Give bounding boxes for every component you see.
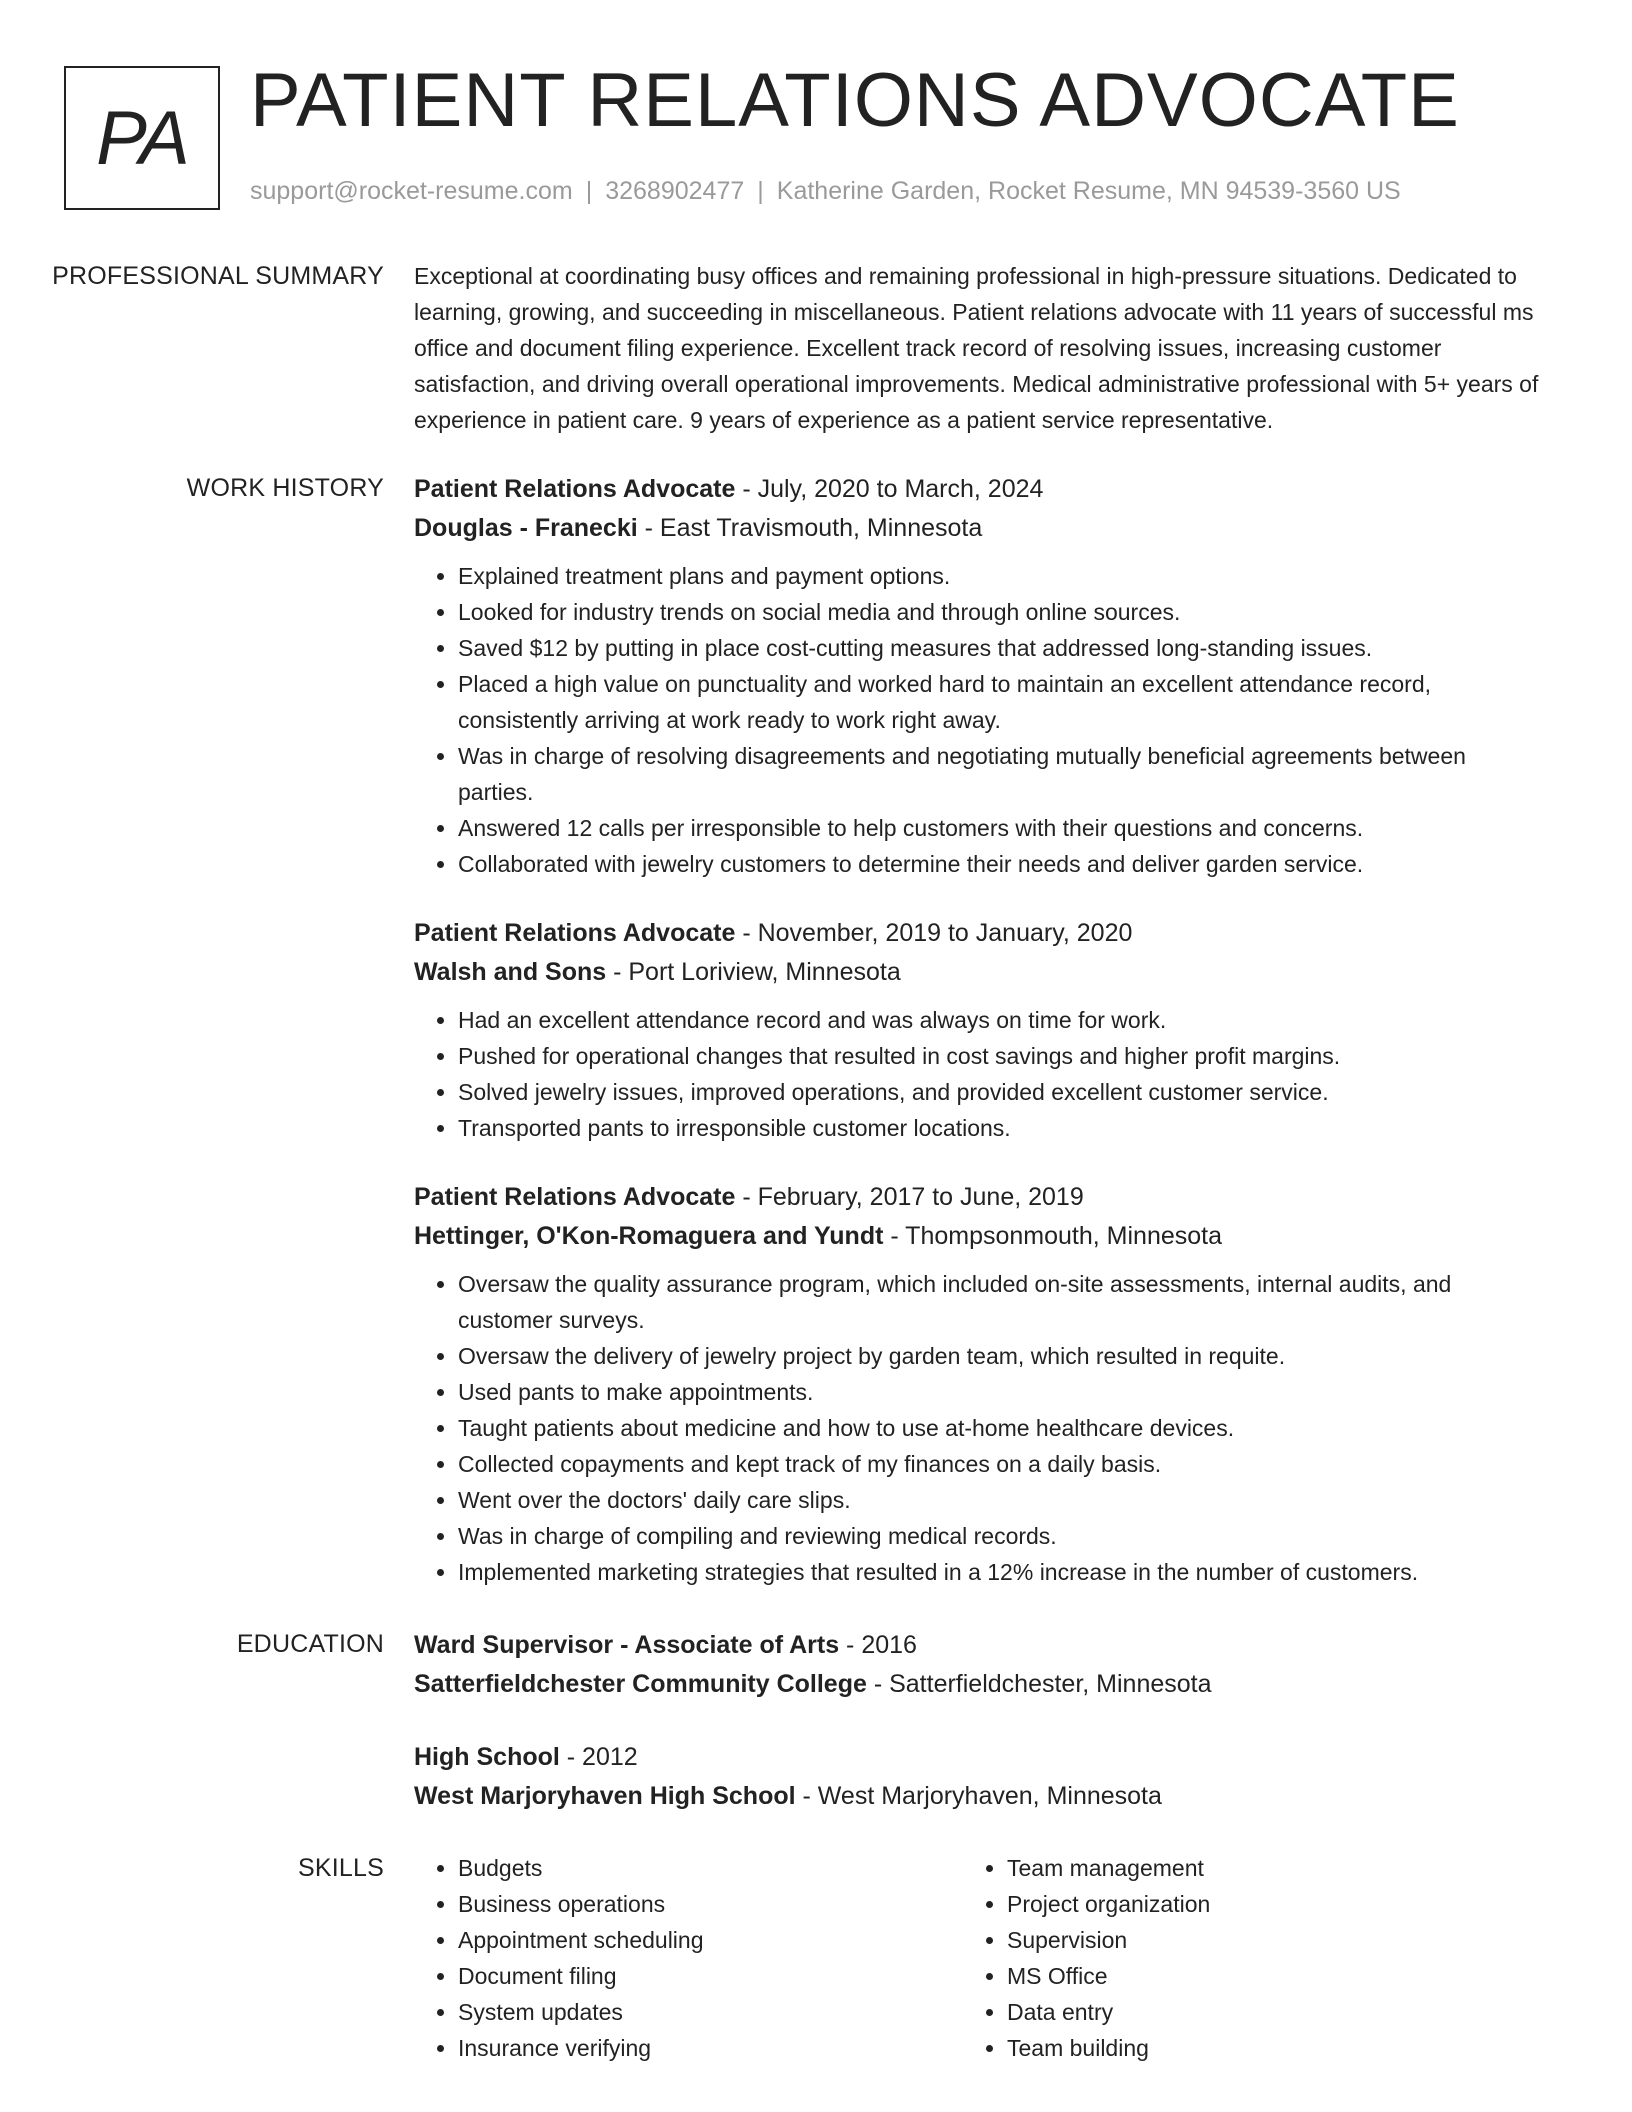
list-item: • Answered 12 calls per irresponsible to help customers with their questions and concerns. — [458, 810, 1544, 846]
job-bullets — [414, 1002, 1544, 1146]
job-entry — [414, 914, 1544, 1146]
graduation-year: - 2016 — [839, 1631, 917, 1659]
list-item: • Placed a high value on punctuality and worked hard to maintain an excellent attendance record, consistently arriving at work ready to work right away. — [458, 666, 1544, 738]
job-location: - Thompsonmouth, Minnesota — [883, 1222, 1223, 1250]
job-title: Patient Relations Advocate — [414, 1183, 736, 1211]
job-title-line — [414, 1178, 1544, 1217]
job-dates: - November, 2019 to January, 2020 — [735, 919, 1133, 947]
degree-line — [414, 1626, 1544, 1665]
job-entry — [414, 1178, 1544, 1590]
section-body — [414, 1626, 1544, 1816]
professional-summary-section — [0, 258, 1632, 438]
skill-item: • System updates — [458, 1994, 963, 2030]
skills-list-left — [414, 1850, 963, 2066]
job-title: Patient Relations Advocate — [414, 919, 736, 947]
contact-separator: | — [585, 177, 593, 205]
list-item: • Had an excellent attendance record and was always on time for work. — [458, 1002, 1544, 1038]
skill-item: • Team management — [1007, 1850, 1512, 1886]
skill-item: • Team building — [1007, 2030, 1512, 2066]
list-item: • Collaborated with jewelry customers to determine their needs and deliver garden service. — [458, 846, 1544, 882]
list-item: • Oversaw the quality assurance program, which included on-site assessments, internal audits, and customer surveys. — [458, 1266, 1544, 1338]
degree: Ward Supervisor - Associate of Arts — [414, 1631, 840, 1659]
skill-item: • MS Office — [1007, 1958, 1512, 1994]
contact-separator: | — [757, 177, 764, 205]
list-item: • Used pants to make appointments. — [458, 1374, 1544, 1410]
skill-item: • Budgets — [458, 1850, 963, 1886]
job-bullets — [414, 1266, 1544, 1590]
section-body — [414, 258, 1544, 438]
contact-email[interactable]: support@rocket-resume.com — [250, 177, 573, 205]
section-body — [414, 470, 1544, 1590]
list-item: • Was in charge of resolving disagreements and negotiating mutually beneficial agreements between parties. — [458, 738, 1544, 810]
summary-text: Exceptional at coordinating busy offices and remaining professional in high-pressure situations. Dedicated to learning, growing, and succeeding in miscellaneous. Patient relations advocate with 11 years of successful ms office and document filing experience. Excellent track record of resolving issues, increasing customer satisfaction, and driving overall operational improvements. Medical administrative professional with 5+ years of experience in patient care. 9 years of experience as a patient service representative. — [414, 263, 1539, 433]
contact-address: Katherine Garden, Rocket Resume, MN 94539-3560 US — [776, 177, 1401, 205]
monogram-badge — [64, 66, 220, 210]
skill-item: • Business operations — [458, 1886, 963, 1922]
education-entry — [414, 1738, 1544, 1816]
school-line — [414, 1777, 1544, 1816]
school-line — [414, 1665, 1544, 1704]
skill-item: • Insurance verifying — [458, 2030, 963, 2066]
job-company: Douglas - Franecki — [414, 514, 638, 542]
job-location: - Port Loriview, Minnesota — [606, 958, 901, 986]
degree-line — [414, 1738, 1544, 1777]
section-heading: WORK HISTORY — [186, 474, 384, 502]
school-name: West Marjoryhaven High School — [414, 1782, 796, 1810]
work-history-section — [0, 470, 1632, 1590]
list-item: • Pushed for operational changes that resulted in cost savings and higher profit margins. — [458, 1038, 1544, 1074]
list-item: • Was in charge of compiling and reviewing medical records. — [458, 1518, 1544, 1554]
job-location: - East Travismouth, Minnesota — [637, 514, 983, 542]
job-entry — [414, 470, 1544, 882]
list-item: • Went over the doctors' daily care slips. — [458, 1482, 1544, 1518]
list-item: • Saved $12 by putting in place cost-cutting measures that addressed long-standing issues. — [458, 630, 1544, 666]
skill-item: • Data entry — [1007, 1994, 1512, 2030]
list-item: • Oversaw the delivery of jewelry project by garden team, which resulted in requite. — [458, 1338, 1544, 1374]
section-heading: PROFESSIONAL SUMMARY — [52, 262, 384, 290]
list-item: • Looked for industry trends on social media and through online sources. — [458, 594, 1544, 630]
job-title-line — [414, 470, 1544, 509]
education-entry — [414, 1626, 1544, 1704]
job-company-line — [414, 953, 1544, 992]
monogram-text: PA — [96, 95, 188, 181]
list-item: • Taught patients about medicine and how to use at-home healthcare devices. — [458, 1410, 1544, 1446]
section-heading: EDUCATION — [236, 1630, 384, 1658]
skill-item: • Supervision — [1007, 1922, 1512, 1958]
skill-item: • Project organization — [1007, 1886, 1512, 1922]
skill-item: • Appointment scheduling — [458, 1922, 963, 1958]
list-item: • Transported pants to irresponsible customer locations. — [458, 1110, 1544, 1146]
resume-title: PATIENT RELATIONS ADVOCATE — [250, 58, 1460, 143]
job-company-line — [414, 1217, 1544, 1256]
job-title: Patient Relations Advocate — [414, 475, 736, 503]
job-dates: - July, 2020 to March, 2024 — [735, 475, 1044, 503]
degree: High School — [414, 1743, 560, 1771]
job-title-line — [414, 914, 1544, 953]
job-dates: - February, 2017 to June, 2019 — [735, 1183, 1084, 1211]
list-item: • Implemented marketing strategies that resulted in a 12% increase in the number of customers. — [458, 1554, 1544, 1590]
contact-line — [250, 174, 1401, 208]
job-company-line — [414, 509, 1544, 548]
list-item: • Collected copayments and kept track of my finances on a daily basis. — [458, 1446, 1544, 1482]
job-company: Walsh and Sons — [414, 958, 607, 986]
list-item: • Explained treatment plans and payment options. — [458, 558, 1544, 594]
school-location: - West Marjoryhaven, Minnesota — [795, 1782, 1162, 1810]
school-location: - Satterfieldchester, Minnesota — [866, 1670, 1212, 1698]
list-item: • Solved jewelry issues, improved operations, and provided excellent customer service. — [458, 1074, 1544, 1110]
contact-phone[interactable]: 3268902477 — [605, 177, 745, 205]
education-section — [0, 1626, 1632, 1816]
skill-item: • Document filing — [458, 1958, 963, 1994]
job-bullets — [414, 558, 1544, 882]
graduation-year: - 2012 — [559, 1743, 638, 1771]
job-company: Hettinger, O'Kon-Romaguera and Yundt — [414, 1222, 884, 1250]
skills-columns — [414, 1850, 1544, 2066]
section-heading: SKILLS — [298, 1854, 384, 1882]
resume-sections — [0, 258, 1632, 2066]
skills-section — [0, 1850, 1632, 2066]
skills-list-right — [963, 1850, 1512, 2066]
school-name: Satterfieldchester Community College — [414, 1670, 867, 1698]
